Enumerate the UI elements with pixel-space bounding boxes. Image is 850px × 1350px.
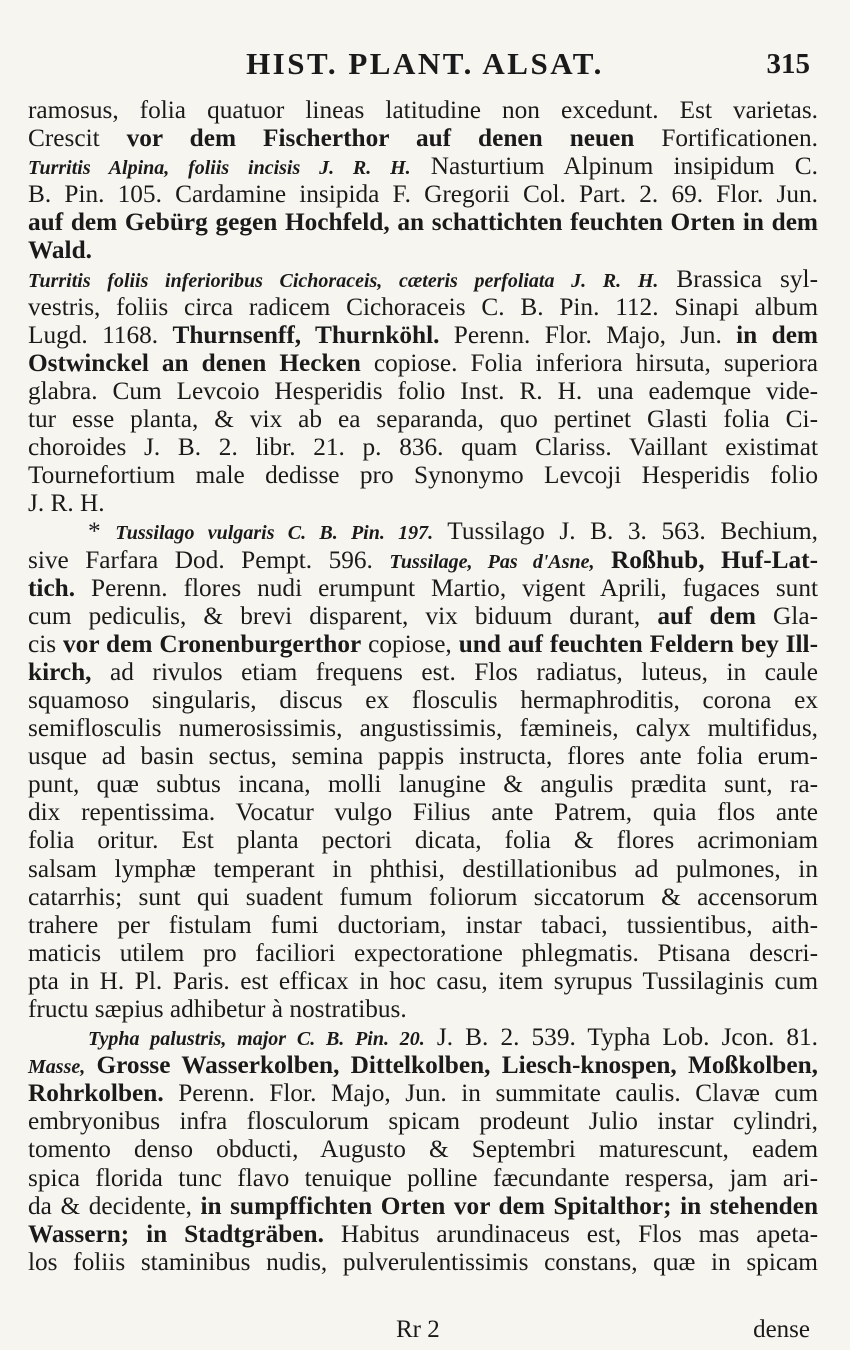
latin-text: Tussilago J. B. 3. 563. Bechium,: [433, 517, 818, 546]
text-line: [28, 236, 818, 264]
latin-text: Crescit: [28, 124, 127, 153]
latin-text: copiose. Folia inferiora hirsuta, superiora: [360, 348, 818, 377]
latin-text: catarrhis; sunt qui suadent fumum foliorum siccatorum & accensorum: [28, 882, 818, 911]
text-line: [28, 265, 818, 293]
latin-text: los foliis staminibus nudis, pulverulentissimis constans, quæ in spicam: [28, 1247, 818, 1276]
page-footer: [0, 1316, 850, 1346]
text-line: [28, 517, 818, 545]
text-line: [28, 1023, 818, 1051]
text-line: [28, 96, 818, 124]
italic-name: Tussilage, Pas d'Asne,: [389, 550, 595, 573]
latin-text: dix repentissima. Vocatur vulgo Filius ante Patrem, quia flos ante: [28, 798, 818, 827]
latin-text: Perenn. Flor. Majo, Jun.: [439, 320, 737, 349]
text-line: [28, 658, 818, 686]
italic-name: Tussilago vulgaris C. B. Pin. 197.: [115, 522, 434, 545]
german-text: vor dem Fischerthor auf denen neuen: [126, 124, 635, 153]
german-text: vor dem Cronenburgerthor: [63, 629, 362, 658]
text-line: [28, 377, 818, 405]
text-line: [28, 546, 818, 574]
latin-text: Perenn. flores nudi erumpunt Martio, vigent Aprili, fugaces sunt: [75, 573, 818, 602]
german-text: Rohrkolben.: [28, 1079, 164, 1108]
text-line: [28, 714, 818, 742]
running-header: [0, 46, 850, 82]
latin-text: embryonibus infra flosculorum spicam prodeunt Julio instar cylindri,: [28, 1107, 818, 1136]
latin-text: maticis utilem pro faciliori expectoratione phlegmatis. Ptisana descri-: [28, 938, 818, 967]
text-line: [28, 1220, 818, 1248]
text-line: [28, 883, 818, 911]
german-text: in dem: [736, 320, 818, 349]
german-text: Thurnsenff, Thurnköhl.: [172, 320, 440, 349]
text-line: [28, 770, 818, 798]
text-line: [28, 461, 818, 489]
latin-text: Gla-: [755, 601, 818, 630]
text-line: [28, 489, 818, 517]
text-line: [28, 995, 818, 1023]
latin-text: Brassica syl-: [658, 264, 818, 293]
latin-text: cis: [28, 629, 64, 658]
german-text: Ostwinckel an denen Hecken: [28, 348, 361, 377]
latin-text: pta in H. Pl. Paris. est efficax in hoc casu, item syrupus Tussilaginis cum: [28, 966, 818, 995]
latin-text: da & decidente,: [28, 1191, 201, 1220]
latin-text: salsam lymphæ temperant in phthisi, destillationibus ad pulmones, in: [28, 854, 818, 883]
text-line: [28, 405, 818, 433]
latin-text: ramosus, folia quatuor lineas latitudine non excedunt. Est varietas.: [28, 96, 818, 124]
running-title: HIST. PLANT. ALSAT.: [246, 46, 604, 81]
text-line: [28, 124, 818, 152]
latin-text: tomento denso obducti, Augusto & Septembri maturescunt, eadem: [28, 1135, 818, 1164]
latin-text: B. Pin. 105. Cardamine insipida F. Gregorii Col. Part. 2. 69. Flor. Jun.: [28, 180, 818, 209]
italic-name: Turritis Alpina, foliis incisis J. R. H.: [28, 157, 411, 180]
text-line: [28, 574, 818, 602]
german-text: in sumpffichten Orten vor dem Spitalthor; in stehenden: [200, 1191, 819, 1220]
text-line: [28, 630, 818, 658]
latin-text: squamoso singularis, discus ex flosculis hermaphroditis, corona ex: [28, 685, 818, 714]
text-line: [28, 433, 818, 461]
text-line: [28, 1248, 818, 1276]
text-line: [28, 180, 818, 208]
latin-text: choroides J. B. 2. libr. 21. p. 836. quam Clariss. Vaillant existimat: [28, 433, 818, 462]
german-text: Wassern; in Stadtgräben.: [28, 1219, 324, 1248]
german-text: kirch,: [28, 657, 92, 686]
text-line: [28, 939, 818, 967]
latin-text: fructu sæpius adhibetur à nostratibus.: [28, 995, 407, 1023]
page-number: 315: [766, 48, 810, 80]
text-line: [28, 1164, 818, 1192]
text-line: [28, 1079, 818, 1107]
text-line: [28, 293, 818, 321]
latin-text: Perenn. Flor. Majo, Jun. in summitate caulis. Clavæ cum: [163, 1079, 818, 1108]
latin-text: Lugd. 1168.: [28, 320, 173, 349]
text-line: [28, 826, 818, 854]
latin-text: sive Farfara Dod. Pempt. 596.: [28, 545, 390, 574]
italic-name: Turritis foliis inferioribus Cichoraceis, cæteris perfoliata J. R. H.: [28, 269, 659, 292]
italic-name: Masse,: [28, 1056, 86, 1079]
text-line: [28, 742, 818, 770]
text-line: [28, 1107, 818, 1135]
italic-name: Typha palustris, major C. B. Pin. 20.: [88, 1028, 425, 1051]
latin-text: J. R. H.: [28, 489, 105, 518]
text-line: [28, 1192, 818, 1220]
latin-text: copiose,: [361, 629, 459, 658]
german-text: Grosse Wasserkolben, Dittelkolben, Liesch-knospen, Moßkolben,: [85, 1051, 818, 1080]
latin-text: tur esse planta, & vix ab ea separanda, quo pertinet Glasti folia Ci-: [28, 405, 818, 434]
latin-text: trahere per fistulam fumi ductoriam, instar tabaci, tussientibus, aith-: [28, 910, 818, 939]
german-text: Roßhub, Huf-Lat-: [594, 545, 818, 574]
german-text: und auf feuchten Feldern bey Ill-: [458, 629, 819, 658]
german-text: tich.: [28, 573, 76, 602]
latin-text: folia oritur. Est planta pectori dicata, folia & flores acrimoniam: [28, 826, 818, 855]
text-line: [28, 1135, 818, 1163]
text-line: [28, 911, 818, 939]
text-line: [28, 208, 818, 236]
latin-text: ad rivulos etiam frequens est. Flos radiatus, luteus, in caule: [91, 657, 818, 686]
text-body: [28, 96, 818, 1276]
text-line: [28, 321, 818, 349]
text-line: [28, 602, 818, 630]
signature-mark: Rr 2: [396, 1316, 440, 1343]
latin-text: Tournefortium male dedisse pro Synonymo Levcoji Hesperidis folio: [28, 461, 818, 490]
latin-text: Habitus arundinaceus est, Flos mas apeta-: [323, 1219, 818, 1248]
latin-text: cum pediculis, & brevi disparent, vix biduum durant,: [28, 601, 658, 630]
latin-text: glabra. Cum Levcoio Hesperidis folio Inst. R. H. una eademque vide-: [28, 376, 818, 405]
text-line: [28, 1051, 818, 1079]
latin-text: Fortificationen.: [634, 124, 818, 153]
text-line: [28, 349, 818, 377]
latin-text: Nasturtium Alpinum insipidum C.: [410, 152, 818, 181]
latin-text: J. B. 2. 539. Typha Lob. Jcon. 81.: [424, 1023, 818, 1052]
german-text: auf dem: [657, 601, 756, 630]
catchword: dense: [753, 1316, 810, 1343]
text-line: [28, 798, 818, 826]
text-line: [28, 855, 818, 883]
german-text: auf dem Gebürg gegen Hochfeld, an schattichten feuchten Orten in dem: [28, 208, 818, 237]
latin-text: *: [88, 517, 116, 546]
latin-text: vestris, foliis circa radicem Cichoraceis C. B. Pin. 112. Sinapi album: [28, 292, 818, 321]
german-text: Wald.: [28, 236, 92, 265]
latin-text: semiflosculis numerosissimis, angustissimis, fæmineis, calyx multifidus,: [28, 714, 818, 743]
latin-text: spica florida tunc flavo tenuique polline fæcundante respersa, jam ari-: [28, 1163, 818, 1192]
latin-text: usque ad basin sectus, semina pappis instructa, flores ante folia erum-: [28, 742, 818, 771]
latin-text: punt, quæ subtus incana, molli lanugine & angulis prædita sunt, ra-: [28, 770, 818, 799]
text-line: [28, 967, 818, 995]
text-line: [28, 152, 818, 180]
text-line: [28, 686, 818, 714]
